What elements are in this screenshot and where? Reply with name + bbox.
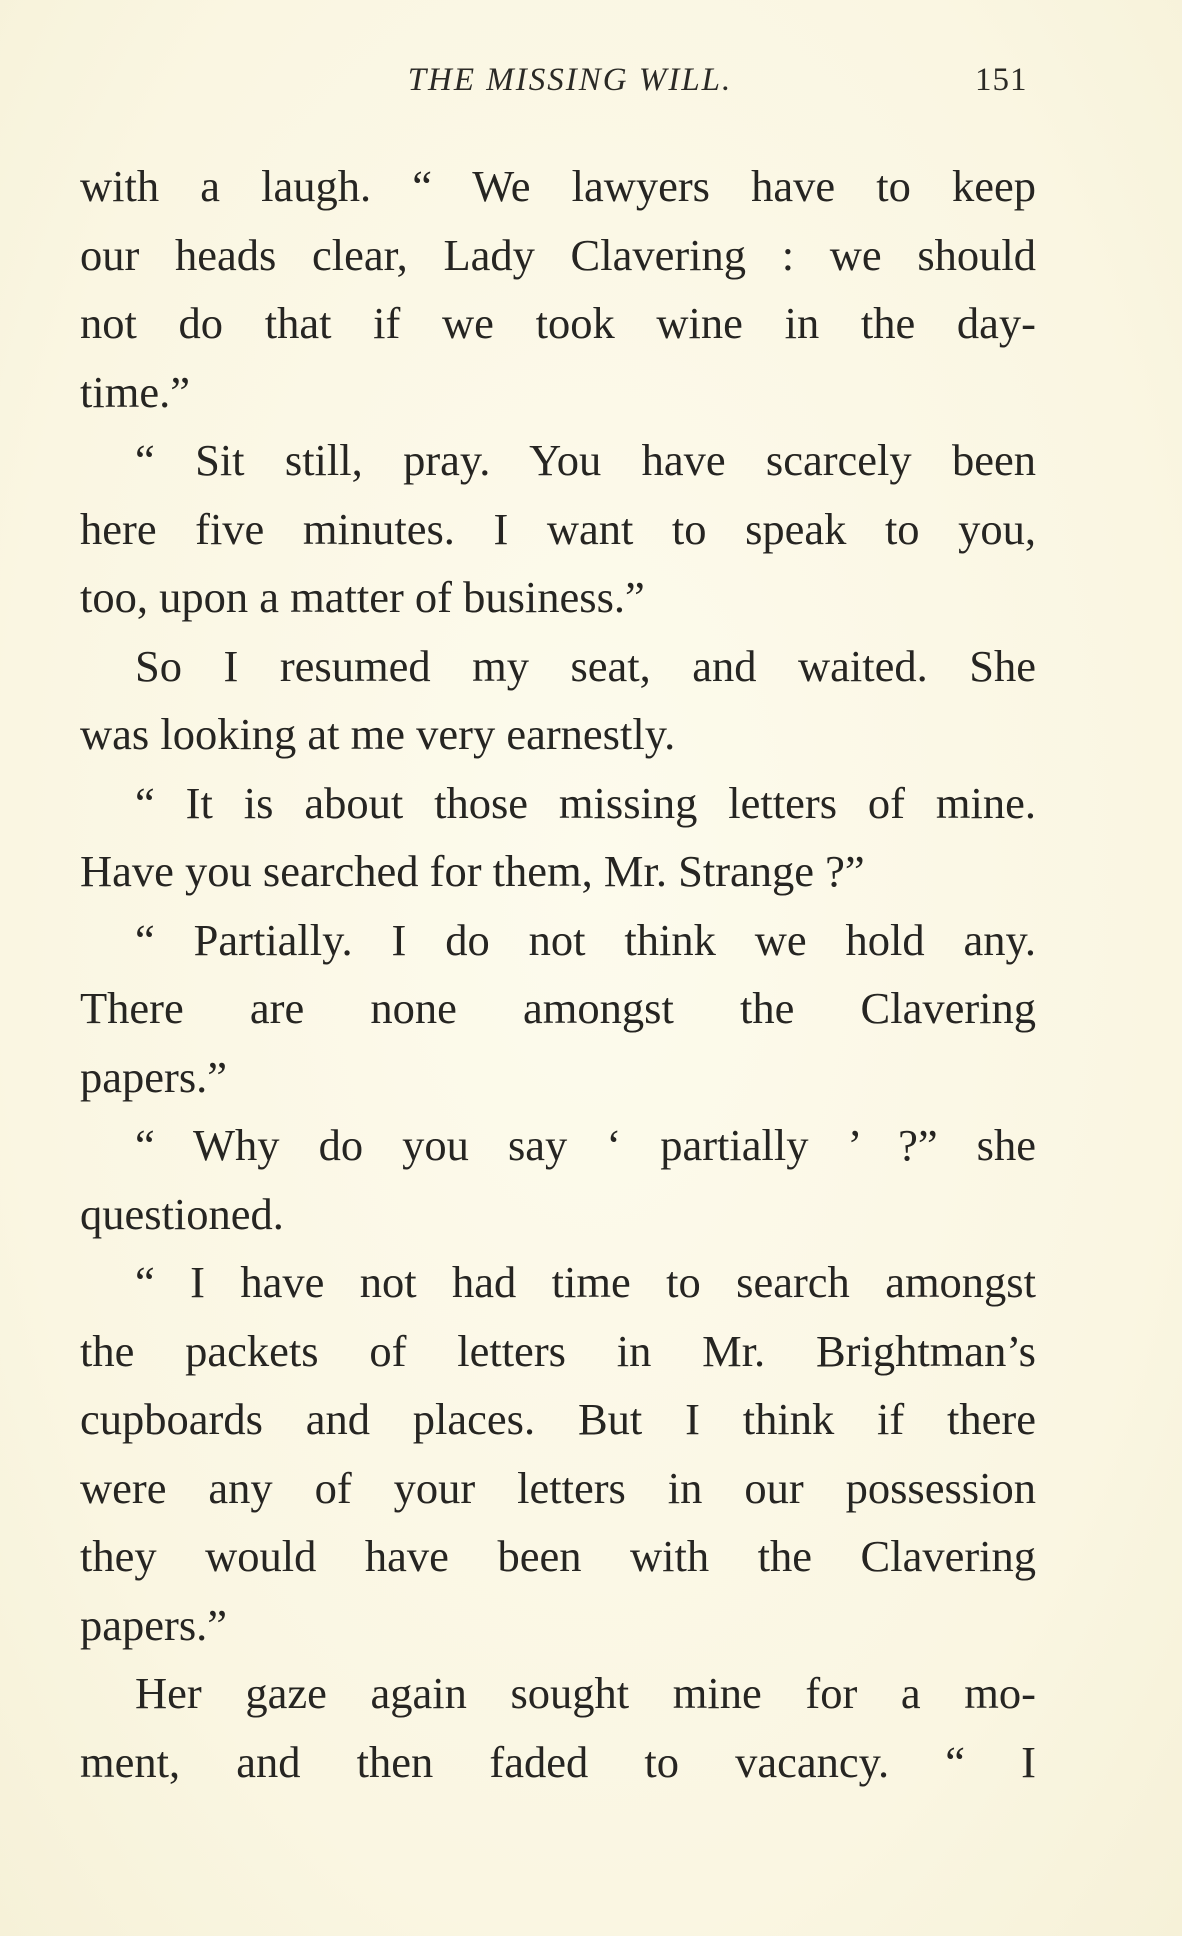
text-line: our heads clear, Lady Clavering : we should — [80, 229, 1036, 280]
text-line: papers.” — [80, 1051, 228, 1102]
text-line: “ Why do you say ‘ partially ’ ?” she — [135, 1120, 1036, 1170]
text-line: questioned. — [80, 1188, 284, 1239]
text-line: they would have been with the Clavering — [80, 1531, 1036, 1581]
page-number: 151 — [975, 62, 1028, 98]
text-line: papers.” — [80, 1599, 228, 1650]
text-line: “ I have not had time to search amongst — [135, 1257, 1036, 1307]
text-line: There are none amongst the Clavering — [80, 983, 1036, 1033]
text-line: Have you searched for them, Mr. Strange ?” — [80, 846, 865, 896]
text-line: “ Partially. I do not think we hold any. — [135, 914, 1036, 965]
text-line: cupboards and places. But I think if there — [80, 1394, 1036, 1444]
text-line: not do that if we took wine in the day- — [80, 298, 1036, 348]
text-line: with a laugh. “ We lawyers have to keep — [80, 161, 1036, 211]
text-line: was looking at me very earnestly. — [80, 709, 676, 759]
text-line: here five minutes. I want to speak to you, — [80, 503, 1036, 554]
text-line: ment, and then faded to vacancy. “ I — [80, 1736, 1036, 1787]
text-line: time.” — [80, 366, 190, 417]
text-line: So I resumed my seat, and waited. She — [135, 640, 1036, 691]
text-line: “ Sit still, pray. You have scarcely been — [135, 435, 1036, 485]
text-line: were any of your letters in our possession — [80, 1462, 1036, 1513]
text-line: Her gaze again sought mine for a mo- — [135, 1668, 1036, 1718]
body-text — [80, 152, 1036, 1796]
running-head — [0, 62, 1182, 122]
running-title: THE MISSING WILL. — [407, 62, 733, 98]
text-line: too, upon a matter of business.” — [80, 572, 645, 622]
text-line: the packets of letters in Mr. Brightman’s — [80, 1325, 1036, 1376]
text-line: “ It is about those missing letters of mine. — [135, 777, 1036, 828]
